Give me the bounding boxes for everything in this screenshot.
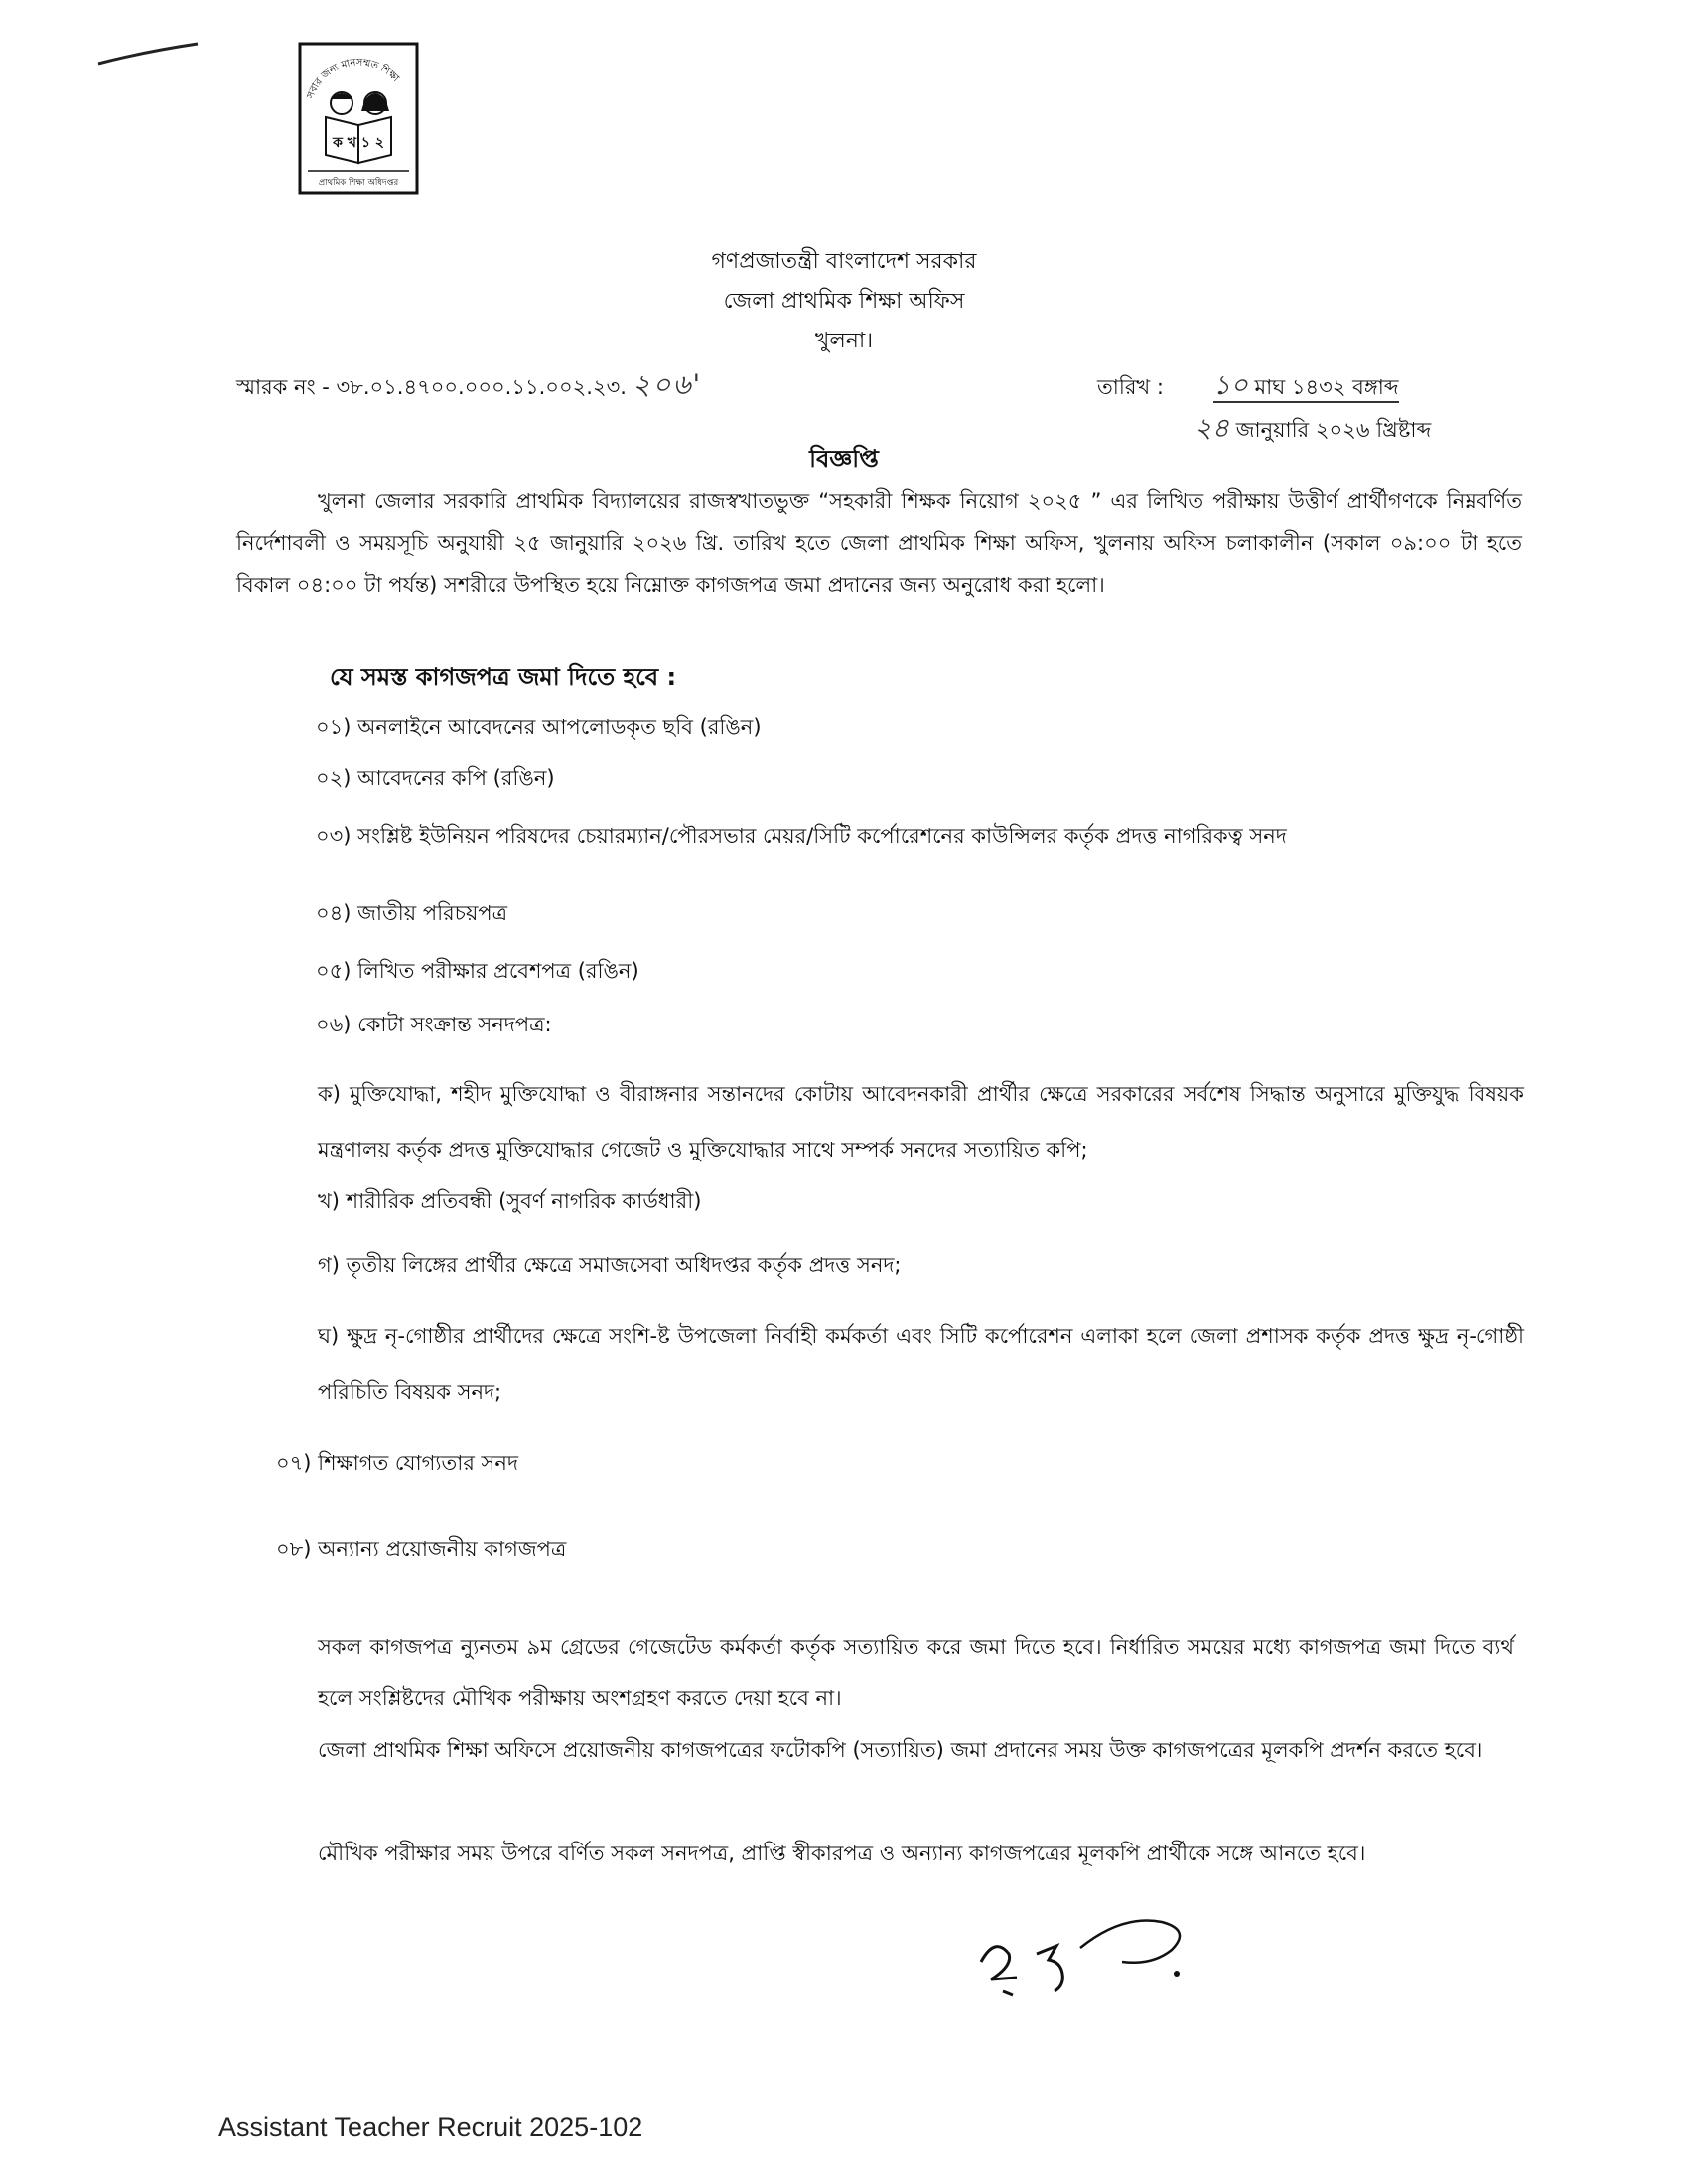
primary-education-logo — [298, 42, 419, 195]
logo-arc-text: সবার জন্য মানসম্মত শিক্ষা — [305, 57, 401, 101]
quota-item-gha: ঘ) ক্ষুদ্র নৃ-গোষ্ঠীর প্রার্থীদের ক্ষেত্রে সংশি-ষ্ট উপজেলা নির্বাহী কর্মকর্তা এবং সিটি কর্পোরেশন এলাকা হলে জেলা প্রশাসক কর্তৃক প্রদত্ত ক্ষুদ্র নৃ-গোষ্ঠী পরিচিতি বিষয়ক সনদ; — [318, 1324, 1524, 1404]
bangla-date-rest: মাঘ ১৪৩২ বঙ্গাব্দ — [1254, 375, 1399, 399]
documents-heading: যে সমস্ত কাগজপত্র জমা দিতে হবে : — [330, 663, 677, 691]
official-signature — [973, 1896, 1231, 2005]
memo-handwritten-number: ২০৬' — [632, 368, 703, 401]
memo-label: স্মারক নং - ৩৮.০১.৪৭০০.০০০.১১.০০২.২৩. — [236, 375, 627, 399]
doc-item-05: ০৫) লিখিত পরীক্ষার প্রবেশপত্র (রঙিন) — [316, 959, 639, 983]
doc-item-02: ০২) আবেদনের কপি (রঙিন) — [316, 766, 555, 790]
government-title: গণপ্রজাতন্ত্রী বাংলাদেশ সরকার — [711, 249, 977, 274]
memo-number — [236, 363, 702, 410]
bangla-date — [1212, 370, 1399, 403]
logo-bottom-text: প্রাথমিক শিক্ষা অধিদপ্তর — [318, 178, 399, 188]
footer-reference: Assistant Teacher Recruit 2025-102 — [218, 2113, 643, 2142]
logo-book-text: ক খ ১ ২ — [333, 135, 384, 151]
doc-item-07: ০৭) শিক্ষাগত যোগ্যতার সনদ — [276, 1451, 518, 1475]
intro-paragraph: খুলনা জেলার সরকারি প্রাথমিক বিদ্যালয়ের রাজস্বখাতভুক্ত “সহকারী শিক্ষক নিয়োগ ২০২৫ ” এর লিখিত পরীক্ষায় উত্তীর্ণ প্রার্থীগণকে নিম্নবর্ণিত নির্দেশাবলী ও সময়সূচি অনুযায়ী ২৫ জানুয়ারি ২০২৬ খ্রি. তারিখ হতে জেলা প্রাথমিক শিক্ষা অফিস, খুলনায় অফিস চলাকালীন (সকাল ০৯:০০ টা হতে বিকাল ০৪:০০ টা পর্যন্ত) সশরীরে উপস্থিত হয়ে নিম্নোক্ত কাগজপত্র জমা প্রদানের জন্য অনুরোধ করা হলো। — [236, 489, 1522, 597]
doc-item-06: ০৬) কোটা সংক্রান্ত সনদপত্র: — [316, 1013, 552, 1036]
pen-stroke-mark — [94, 38, 204, 77]
doc-item-08: ০৮) অন্যান্য প্রয়োজনীয় কাগজপত্র — [276, 1537, 567, 1561]
date-label: তারিখ : — [1097, 375, 1164, 399]
date-block — [1097, 365, 1431, 451]
doc-item-03: ০৩) সংশ্লিষ্ট ইউনিয়ন পরিষদের চেয়ারম্যান/পৌরসভার মেয়র/সিটি কর্পোরেশনের কাউন্সিলর কর্তৃক প্রদত্ত নাগরিকত্ব সনদ — [316, 824, 1287, 848]
instruction-paragraph-3: মৌখিক পরীক্ষার সময় উপরে বর্ণিত সকল সনদপত্র, প্রাপ্তি স্বীকারপত্র ও অন্যান্য কাগজপত্রের মূলকপি প্রার্থীকে সঙ্গে আনতে হবে। — [318, 1842, 1366, 1865]
doc-item-04: ০৪) জাতীয় পরিচয়পত্র — [316, 901, 508, 925]
office-location: খুলনা। — [814, 329, 874, 353]
english-date-rest: জানুয়ারি ২০২৬ খ্রিষ্টাব্দ — [1235, 418, 1432, 442]
quota-item-kha: খ) শারীরিক প্রতিবন্ধী (সুবর্ণ নাগরিক কার্ডধারী) — [318, 1189, 702, 1213]
english-date-day: ২৪ — [1195, 413, 1230, 444]
instruction-paragraph-2: জেলা প্রাথমিক শিক্ষা অফিসে প্রয়োজনীয় কাগজপত্রের ফটোকপি (সত্যায়িত) জমা প্রদানের সময় উক্ত কাগজপত্রের মূলকপি প্রদর্শন করতে হবে। — [318, 1738, 1483, 1762]
bangla-date-day: ১০ — [1212, 370, 1248, 401]
notice-title: বিজ্ঞপ্তি — [809, 445, 879, 473]
quota-item-ga: গ) তৃতীয় লিঙ্গের প্রার্থীর ক্ষেত্রে সমাজসেবা অধিদপ্তর কর্তৃক প্রদত্ত সনদ; — [318, 1253, 902, 1277]
instruction-paragraph-1: সকল কাগজপত্র ন্যুনতম ৯ম গ্রেডের গেজেটেড কর্মকর্তা কর্তৃক সত্যায়িত করে জমা দিতে হবে। নির্ধারিত সময়ের মধ্যে কাগজপত্র জমা দিতে ব্যর্থ হলে সংশ্লিষ্টদের মৌখিক পরীক্ষায় অংশগ্রহণ করতে দেয়া হবে না। — [318, 1635, 1514, 1709]
quota-item-ka: ক) মুক্তিযোদ্ধা, শহীদ মুক্তিযোদ্ধা ও বীরাঙ্গনার সন্তানদের কোটায় আবেদনকারী প্রার্থীর ক্ষেত্রে সরকারের সর্বশেষ সিদ্ধান্ত অনুসারে মুক্তিযুদ্ধ বিষয়ক মন্ত্রণালয় কর্তৃক প্রদত্ত মুক্তিযোদ্ধার গেজেট ও মুক্তিযোদ্ধার সাথে সম্পর্ক সনদের সত্যায়িত কপি; — [318, 1082, 1524, 1161]
doc-item-01: ০১) অনলাইনে আবেদনের আপলোডকৃত ছবি (রঙিন) — [316, 715, 762, 739]
office-name: জেলা প্রাথমিক শিক্ষা অফিস — [723, 289, 965, 314]
